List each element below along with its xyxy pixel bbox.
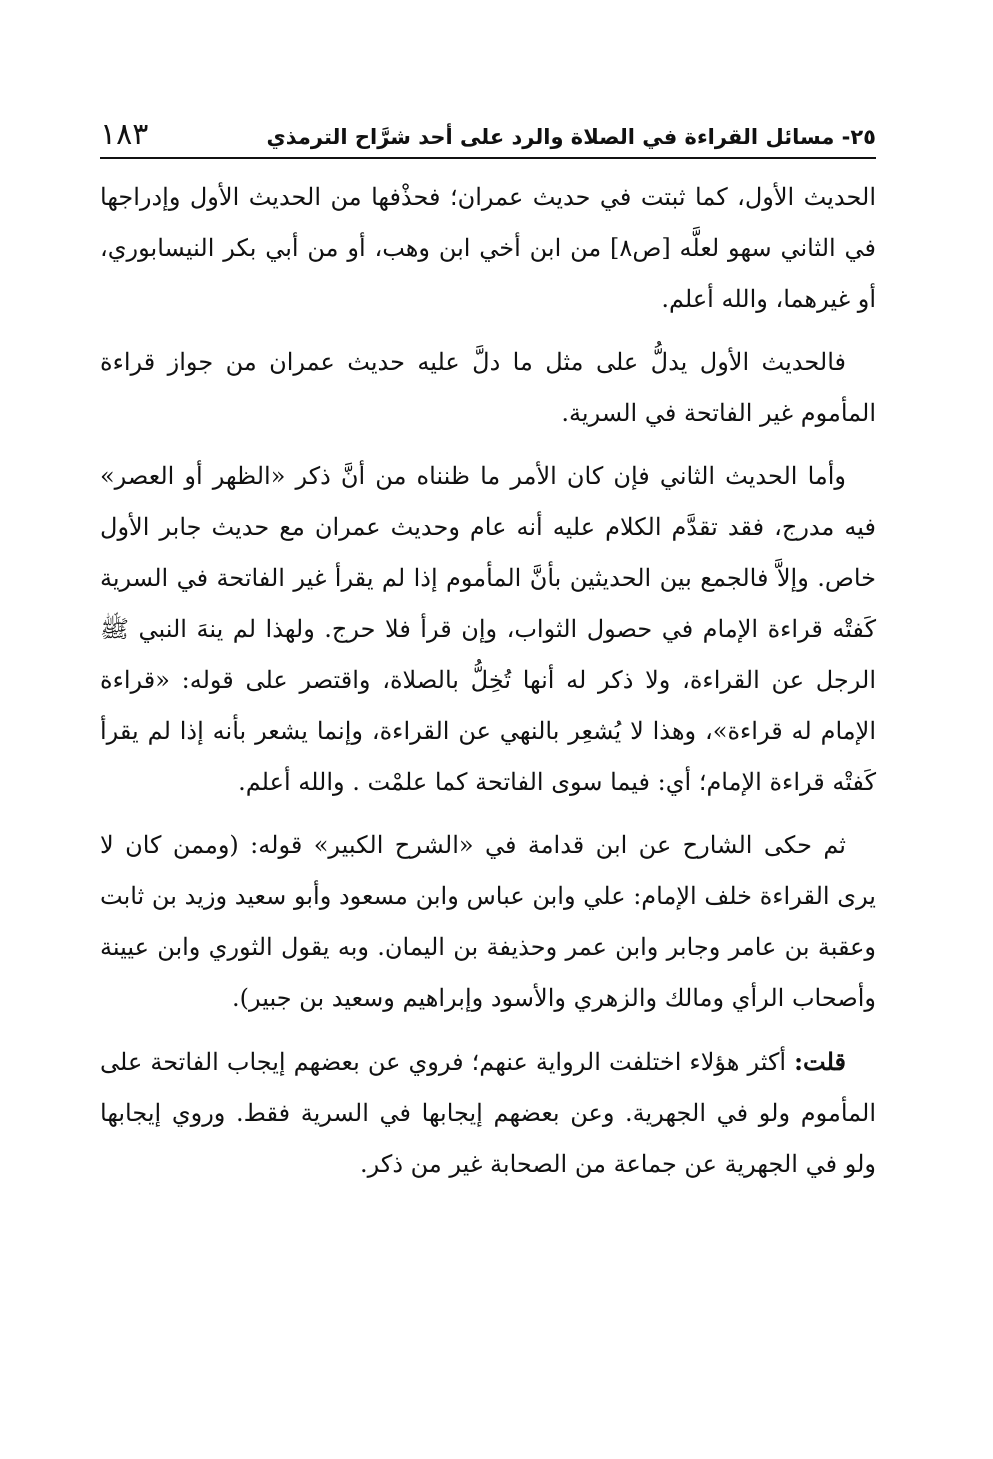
paragraph-3	[100, 451, 876, 808]
paragraph-5	[100, 1036, 876, 1190]
header-divider	[100, 157, 876, 159]
paragraph-2	[100, 337, 876, 439]
paragraph-4-text: ثم حكى الشارح عن ابن قدامة في «الشرح الكبير» قوله: (وممن كان لا يرى القراءة خلف الإمام: علي وابن عباس وابن مسعود وأبو سعيد وزيد بن ثابت وعقبة بن عامر وجابر وابن عمر وحذيفة بن اليمان. وبه يقول الثوري وابن عيينة وأصحاب الرأي ومالك والزهري والأسود وإبراهيم وسعيد بن جبير).	[100, 831, 876, 1012]
page-number: ١٨٣	[100, 117, 149, 152]
paragraph-1	[100, 172, 876, 325]
paragraph-5-lead: قلت:	[794, 1047, 846, 1076]
paragraph-3-text: وأما الحديث الثاني فإن كان الأمر ما ظنناه من أنَّ ذكر «الظهر أو العصر» فيه مدرج، فقد تقدَّم الكلام عليه أنه عام وحديث عمران مع حديث جابر الأول خاص. وإلاَّ فالجمع بين الحديثين بأنَّ المأموم إذا لم يقرأ غير الفاتحة في السرية كَفتْه قراءة الإمام في حصول الثواب، وإن قرأ فلا حرج. ولهذا لم ينهَ النبي ﷺ الرجل عن القراءة، ولا ذكر له أنها تُخِلُّ بالصلاة، واقتصر على قوله: «قراءة الإمام له قراءة»، وهذا لا يُشعِر بالنهي عن القراءة، وإنما يشعر بأنه إذا لم يقرأ كَفتْه قراءة الإمام؛ أي: فيما سوى الفاتحة كما علمْت . والله أعلم.	[100, 462, 876, 796]
paragraph-1-text: الحديث الأول، كما ثبتت في حديث عمران؛ فحذْفها من الحديث الأول وإدراجها في الثاني سهو لعلَّه [ص٨] من ابن أخي ابن وهب، أو من أبي بكر النيسابوري، أو غيرهما، والله أعلم.	[100, 183, 876, 313]
running-header	[100, 118, 876, 162]
paragraph-2-text: فالحديث الأول يدلُّ على مثل ما دلَّ عليه حديث عمران من جواز قراءة المأموم غير الفاتحة في السرية.	[100, 348, 876, 427]
body-text	[100, 172, 876, 1202]
paragraph-4	[100, 820, 876, 1024]
running-header-title: ٢٥- مسائل القراءة في الصلاة والرد على أحد شرَّاح الترمذي	[266, 125, 876, 149]
paragraph-5-text: أكثر هؤلاء اختلفت الرواية عنهم؛ فروي عن بعضهم إيجاب الفاتحة على المأموم ولو في الجهرية. وعن بعضهم إيجابها في السرية فقط. وروي إيجابها ولو في الجهرية عن جماعة من الصحابة غير من ذكر.	[100, 1048, 876, 1178]
